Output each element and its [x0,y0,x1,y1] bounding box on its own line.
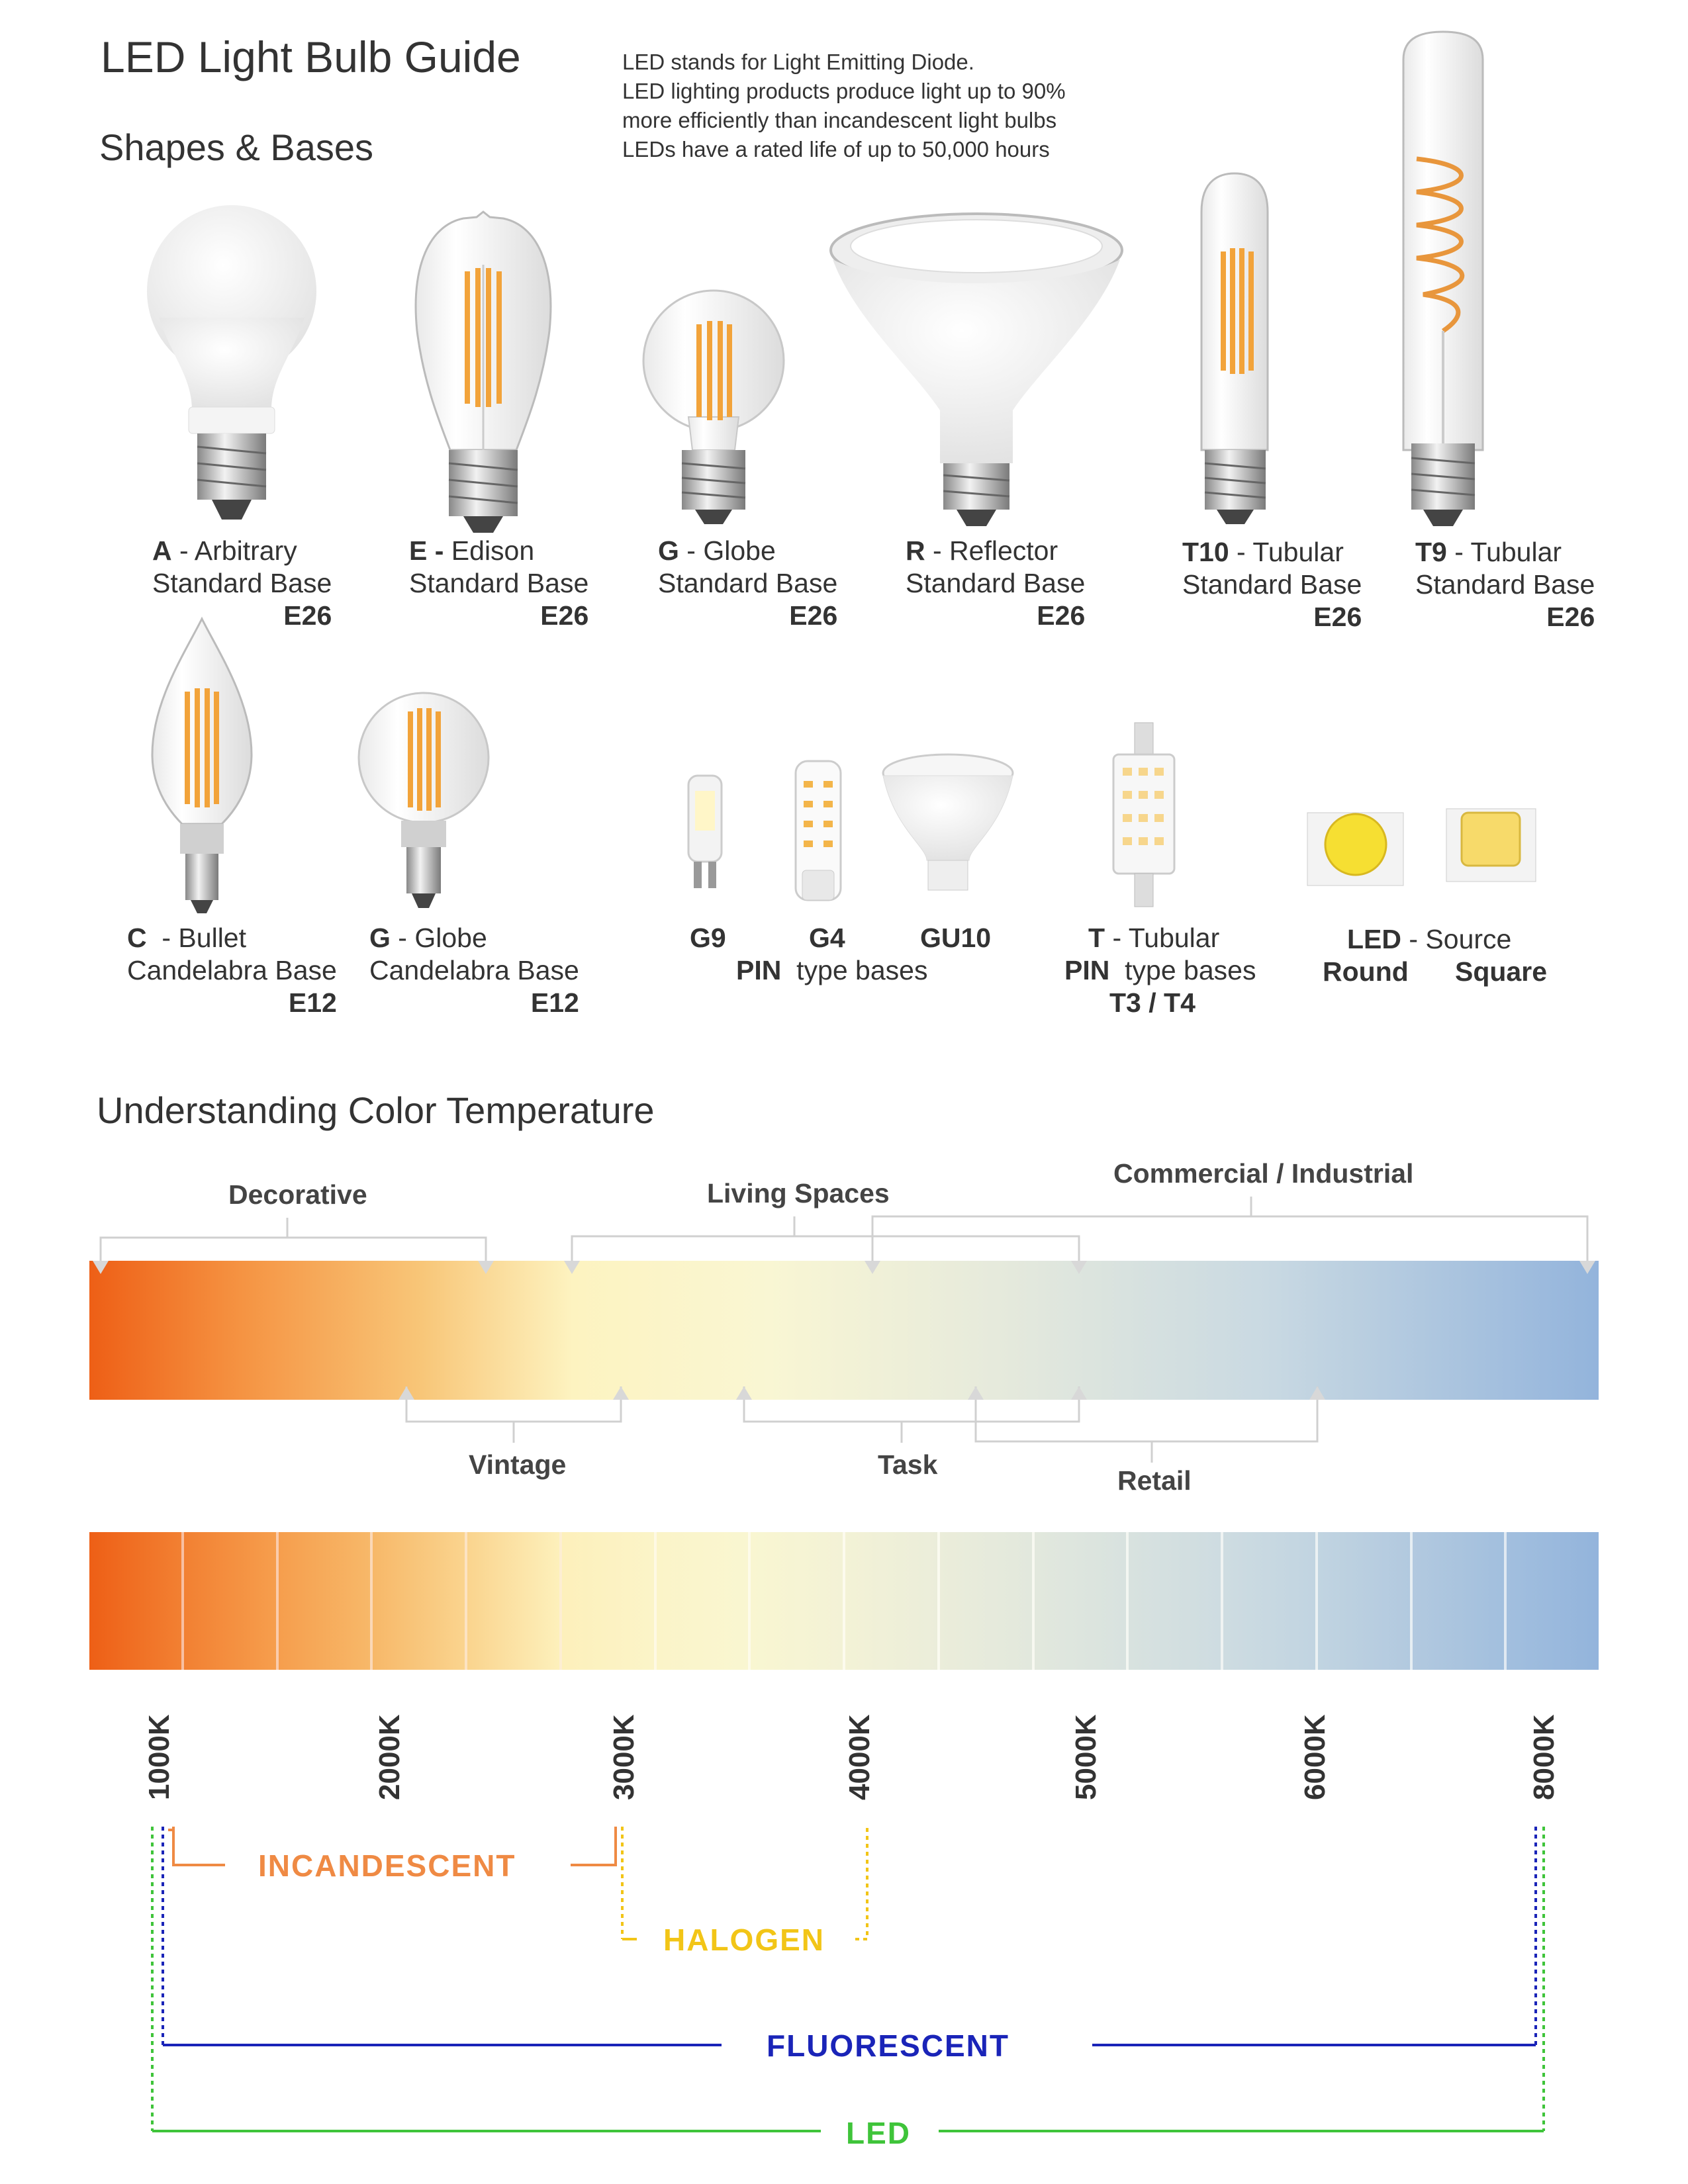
bulb-code: T9 [1415,537,1447,567]
section-title-shapes: Shapes & Bases [99,126,374,168]
color-temp-segment [1223,1532,1318,1670]
bulb-c-bullet-image [152,619,252,913]
color-temp-segment [467,1532,562,1670]
color-temp-segment [562,1532,657,1670]
bulb-socket: E26 [789,600,838,631]
color-temp-segment [1129,1532,1223,1670]
bulb-name: - Tubular [1446,537,1562,567]
bulb-name: - Globe [390,923,487,953]
intro-line: LED stands for Light Emitting Diode. [622,50,974,74]
pin-g4-image [796,761,841,900]
bulb-caption-e [409,535,588,632]
led-source-square-image [1446,809,1536,882]
bulb-name: Edison [444,535,535,566]
bulb-caption-t10 [1182,536,1362,633]
bulb-code: T10 [1182,537,1229,567]
bulb-caption-t9 [1415,536,1595,633]
bulb-base: Candelabra Base [369,955,579,985]
led-code: LED [1347,924,1401,954]
bulb-socket: E12 [288,987,337,1018]
led-round-label: Round [1323,956,1409,987]
label-decorative: Decorative [228,1179,367,1210]
bulb-name: - Arbitrary [171,535,297,566]
label-incandescent: INCANDESCENT [258,1848,516,1883]
page-title: LED Light Bulb Guide [101,32,521,81]
led-source-name: - Source [1401,924,1512,954]
color-temp-segment [845,1532,940,1670]
label-halogen: HALOGEN [663,1923,825,1957]
label-task: Task [878,1449,938,1480]
bulb-socket: E26 [540,600,589,631]
bulb-g-globe-image [643,291,784,524]
t-tubular-caption [1064,922,1256,1019]
t-sizes: T3 / T4 [1109,987,1196,1018]
intro-line: more efficiently than incandescent light bulbs [622,108,1057,132]
pin-type-text: type bases [796,955,928,985]
bulb-base: Standard Base [1415,569,1595,600]
color-temp-segment [279,1532,373,1670]
bulb-name: - Bullet [146,923,246,953]
kelvin-tick: 3000K [608,1714,640,1800]
bulb-code: G [658,535,679,566]
bulb-socket: E26 [1546,602,1595,632]
bulb-caption-c [127,922,337,1019]
bulb-code: G [369,923,391,953]
bulb-a-arbitrary-image [147,205,316,520]
color-temp-segment [1413,1532,1507,1670]
bulb-t10-tubular-image [1201,173,1268,524]
bulb-caption-g-candelabra [369,922,579,1019]
t-pin-word: PIN [1064,955,1110,985]
bulb-code: A [152,535,172,566]
pin-label-g4: G4 [809,923,845,953]
kelvin-tick: 4000K [843,1714,876,1800]
bulb-r-reflector-image [831,214,1122,526]
color-temp-segment [657,1532,751,1670]
label-living-spaces: Living Spaces [707,1178,890,1208]
color-temp-segment [184,1532,279,1670]
pin-word: PIN [736,955,782,985]
kelvin-tick: 1000K [143,1714,175,1800]
bulb-e-edison-image [416,212,551,533]
color-temp-segment-bar [89,1532,1599,1670]
bulb-socket: E26 [283,600,332,631]
bulb-code: E - [409,535,444,566]
t-name: - Tubular [1105,923,1220,953]
bulb-code: R [906,535,925,566]
bulb-name: - Globe [679,535,776,566]
kelvin-tick: 5000K [1070,1714,1102,1800]
led-source-round-image [1307,813,1403,886]
led-square-label: Square [1455,956,1547,987]
bulb-base: Standard Base [152,568,332,598]
t-code: T [1088,923,1105,953]
led-source-caption [1347,923,1511,956]
bulb-base: Standard Base [906,568,1086,598]
kelvin-tick: 8000K [1528,1714,1560,1800]
color-temp-segment [1507,1532,1599,1670]
bulb-socket: E26 [1313,602,1362,632]
pin-gu10-image [883,754,1013,890]
color-temp-segment [89,1532,184,1670]
color-temp-gradient-bar [89,1261,1599,1400]
label-fluorescent: FLUORESCENT [767,2028,1009,2063]
bulb-socket: E26 [1037,600,1086,631]
label-led: LED [846,2116,911,2150]
intro-line: LEDs have a rated life of up to 50,000 hours [622,137,1050,161]
pin-g9-image [688,776,722,888]
bulb-code: C [127,923,147,953]
bulb-base: Standard Base [658,568,838,598]
color-temp-segment [1035,1532,1129,1670]
section-title-color-temp: Understanding Color Temperature [97,1089,655,1131]
intro-line: LED lighting products produce light up to 90% [622,79,1066,103]
label-commercial-industrial: Commercial / Industrial [1113,1158,1414,1189]
bulb-name: - Reflector [925,535,1058,566]
t-type-text: type bases [1125,955,1256,985]
bulb-base: Candelabra Base [127,955,337,985]
bulb-caption-g [658,535,837,632]
pin-label-gu10: GU10 [920,923,992,953]
kelvin-tick: 2000K [373,1714,406,1800]
color-temp-segment [940,1532,1035,1670]
color-temp-segment [373,1532,467,1670]
bulb-t9-tubular-image [1403,32,1483,526]
label-vintage: Vintage [469,1449,567,1480]
bulb-base: Standard Base [1182,569,1362,600]
bulb-base: Standard Base [409,568,589,598]
bulb-socket: E12 [530,987,579,1018]
pin-label-g9: G9 [690,923,726,953]
color-temp-segment [751,1532,845,1670]
t-tubular-pin-image [1113,723,1174,907]
pin-type-caption [736,954,927,987]
bulb-caption-r [906,535,1085,632]
bulb-g-globe-candelabra-image [359,693,489,908]
label-retail: Retail [1117,1465,1192,1496]
bulb-name: - Tubular [1229,537,1344,567]
bulb-caption-a [152,535,332,632]
color-temp-segment [1318,1532,1413,1670]
kelvin-tick: 6000K [1299,1714,1331,1800]
